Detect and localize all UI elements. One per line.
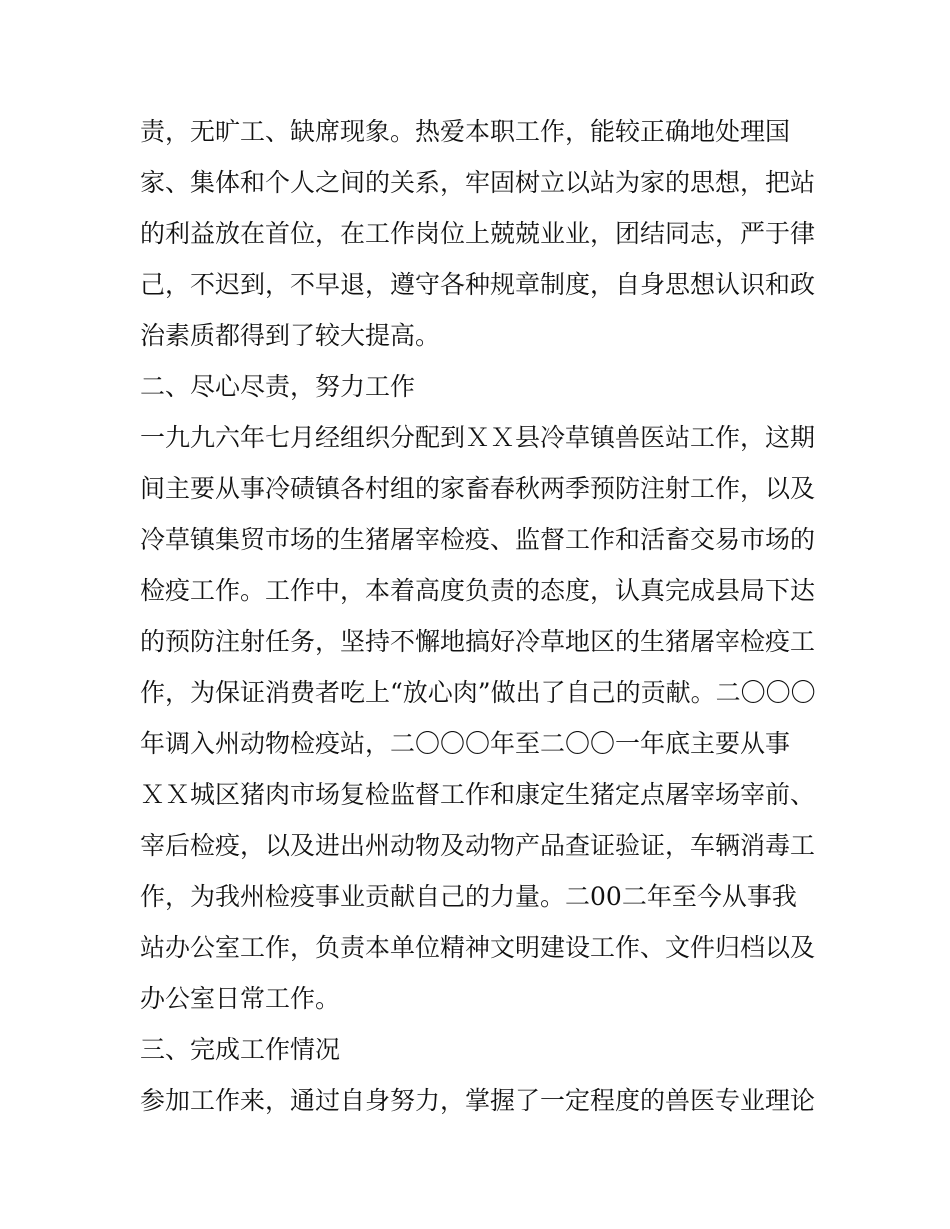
text-line: 间主要从事冷碛镇各村组的家畜春秋两季预防注射工作，以及 <box>140 474 816 503</box>
text-line: 站办公室工作，负责本单位精神文明建设工作、文件归档以及 <box>140 933 816 962</box>
text-line: 作，为保证消费者吃上“放心肉”做出了自己的贡献。二〇〇〇 <box>140 678 816 707</box>
text-line: 检疫工作。工作中，本着高度负责的态度，认真完成县局下达 <box>140 576 816 605</box>
text-line: 的预防注射任务，坚持不懈地搞好冷草地区的生猪屠宰检疫工 <box>140 627 816 656</box>
text-line: 参加工作来，通过自身努力，掌握了一定程度的兽医专业理论 <box>140 1086 816 1115</box>
text-line: ＸＸ城区猪肉市场复检监督工作和康定生猪定点屠宰场宰前、 <box>140 780 816 809</box>
body-text <box>140 106 820 1126</box>
text-line: 宰后检疫，以及进出州动物及动物产品查证验证，车辆消毒工 <box>140 831 816 860</box>
text-line: 的利益放在首位，在工作岗位上兢兢业业，团结同志，严于律 <box>140 219 816 248</box>
section-heading-3: 三、完成工作情况 <box>140 1035 341 1064</box>
text-line: 责，无旷工、缺席现象。热爱本职工作，能较正确地处理国 <box>140 117 791 146</box>
text-line: 家、集体和个人之间的关系，牢固树立以站为家的思想，把站 <box>140 168 816 197</box>
text-line: 作，为我州检疫事业贡献自己的力量。二00二年至今从事我 <box>140 882 797 911</box>
text-line: 年调入州动物检疫站，二〇〇〇年至二〇〇一年底主要从事 <box>140 729 791 758</box>
section-heading-2: 二、尽心尽责，努力工作 <box>140 372 416 401</box>
text-line: 治素质都得到了较大提高。 <box>140 321 441 350</box>
text-line: 冷草镇集贸市场的生猪屠宰检疫、监督工作和活畜交易市场的 <box>140 525 816 554</box>
text-line: 办公室日常工作。 <box>140 984 341 1013</box>
text-line: 己，不迟到，不早退，遵守各种规章制度，自身思想认识和政 <box>140 270 816 299</box>
text-line: 一九九六年七月经组织分配到ＸＸ县冷草镇兽医站工作，这期 <box>140 423 816 452</box>
